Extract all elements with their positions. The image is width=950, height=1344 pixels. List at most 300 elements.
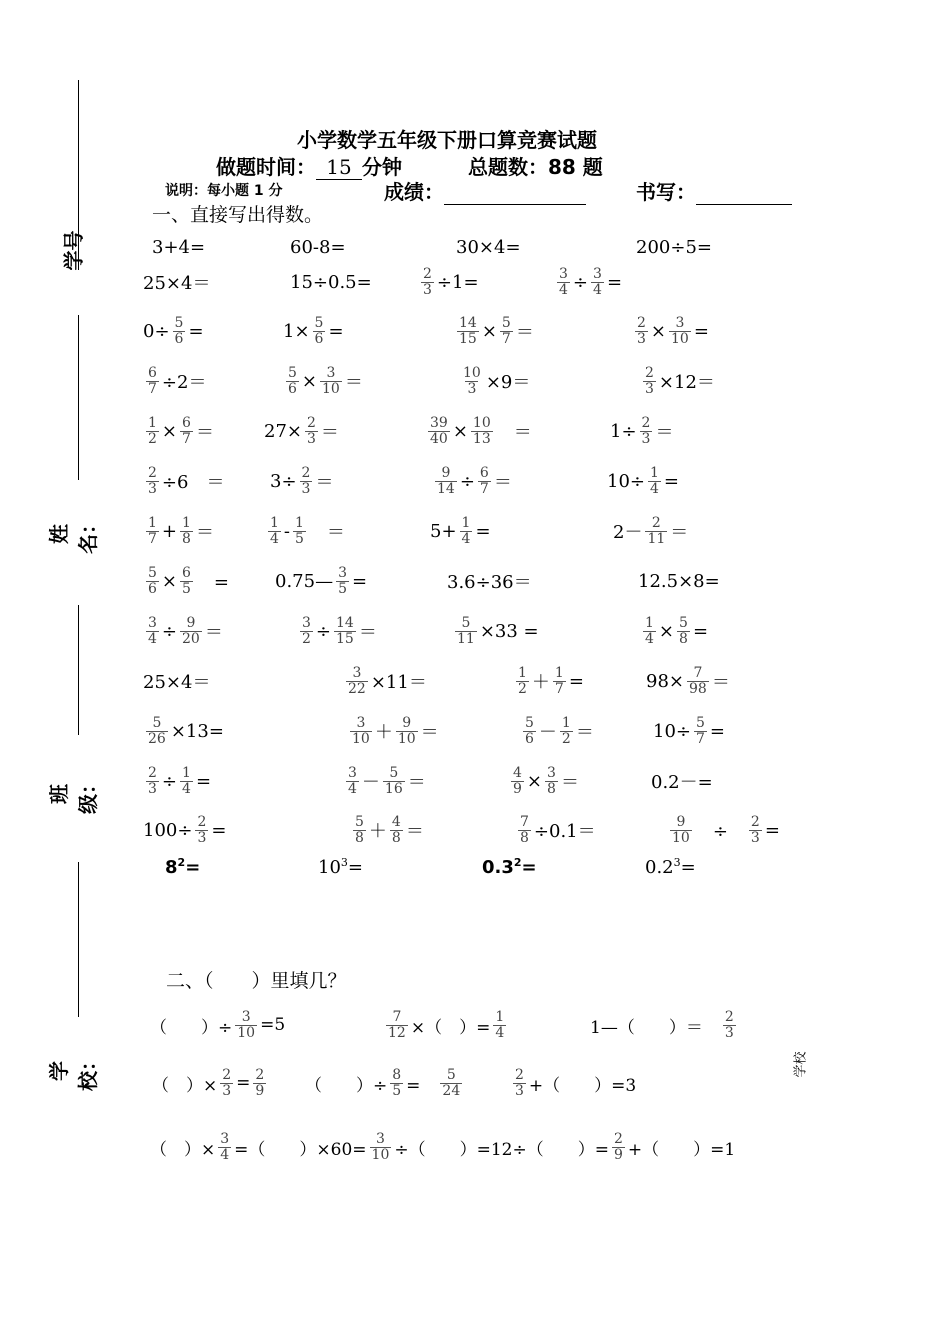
problem-text: 0.2－= [651, 772, 713, 793]
problem-text: 100÷ [143, 819, 193, 841]
problem-text: ＝ [344, 372, 363, 393]
denominator: 4 [495, 1024, 505, 1041]
problem-text: +（ ）=1 [627, 1139, 736, 1160]
fraction [220, 1068, 233, 1099]
problem-5-1 [143, 406, 214, 456]
numerator: 5 [148, 564, 157, 581]
denominator: 3 [148, 780, 157, 797]
problem-6-3 [432, 456, 512, 506]
denominator: 3 [515, 1082, 524, 1099]
score-label: 成绩： [384, 180, 444, 204]
problem-text: 2－ [613, 522, 643, 543]
fraction [146, 766, 159, 797]
problem-text: ＝ [407, 772, 426, 793]
problem-text: × [161, 570, 178, 592]
problem-9-4 [640, 606, 708, 656]
denominator: 6 [525, 730, 534, 747]
fraction [390, 1068, 403, 1099]
problem-text: 15÷0.5= [290, 271, 372, 293]
power-exponent: 3 [673, 856, 681, 869]
denominator: 8 [547, 780, 556, 797]
problem-11-3 [520, 706, 594, 756]
denominator: 20 [182, 630, 200, 647]
fraction [440, 1068, 462, 1099]
numerator: 9 [186, 614, 196, 631]
denominator: 8 [182, 530, 191, 547]
numerator: 2 [613, 1130, 623, 1147]
problem-text: ＝ [195, 422, 214, 443]
numerator: 1 [461, 514, 471, 531]
denominator: 15 [336, 630, 354, 647]
problem-text: = [195, 770, 212, 792]
denominator: 4 [559, 281, 568, 298]
numerator: 5 [314, 314, 324, 331]
denominator: 2 [518, 680, 527, 697]
problem-text: 200÷5= [636, 236, 712, 258]
problem-5-2 [264, 406, 339, 456]
problem-2-2 [290, 257, 372, 307]
fraction [346, 766, 359, 797]
problem-text: ＝ [405, 821, 424, 842]
time-row [216, 151, 402, 180]
fraction [455, 616, 477, 647]
problem-6-1 [143, 456, 224, 506]
numerator: 2 [645, 364, 654, 381]
problem-text: ＋ [374, 722, 393, 743]
denominator: 3 [637, 330, 646, 347]
school-label: 学校： [47, 1051, 100, 1091]
page-title: 小学数学五年级下册口算竞赛试题 [297, 128, 597, 152]
power-equals: = [521, 857, 537, 878]
fraction [268, 516, 281, 547]
score-row [384, 176, 586, 205]
problem-text: = [211, 819, 227, 841]
denominator: 4 [461, 530, 471, 547]
class-label: 班级： [47, 774, 100, 814]
problem-11-4 [653, 706, 725, 756]
problem-text: ＝ [560, 772, 579, 793]
denominator: 2 [302, 630, 311, 647]
problem-6-4 [607, 456, 679, 506]
fraction [334, 616, 356, 647]
problem-text: ＝ [670, 522, 689, 543]
denominator: 6 [288, 380, 297, 397]
numerator: 9 [676, 813, 686, 830]
fraction [313, 316, 326, 347]
denominator: 6 [314, 330, 324, 347]
time-value: 15 [316, 155, 362, 180]
numerator: 3 [326, 364, 336, 381]
denominator: 3 [641, 430, 651, 447]
fraction [612, 1132, 625, 1163]
problem-text: × [650, 320, 667, 342]
problem-text: ×（ ）= [410, 1017, 491, 1038]
power-base: 10 [318, 857, 341, 878]
problem-2-4 [554, 257, 622, 307]
fill-problem-3-1 [150, 1122, 735, 1172]
problem-text: 3+4= [152, 236, 206, 258]
denominator: 6 [174, 330, 184, 347]
problem-text: - [283, 520, 291, 542]
power-base: 0.2 [645, 857, 674, 878]
problem-9-1 [143, 606, 223, 656]
problem-text: ＝ [420, 722, 439, 743]
numerator: 2 [301, 464, 311, 481]
denominator: 13 [472, 430, 491, 447]
numerator: 1 [295, 514, 304, 531]
problem-text: ×9＝ [485, 372, 531, 393]
problem-text: ＝ [315, 472, 334, 493]
fraction [350, 716, 372, 747]
denominator: 3 [645, 380, 654, 397]
problem-9-2 [297, 606, 377, 656]
numerator: 5 [679, 614, 688, 631]
problem-10-3 [513, 656, 584, 706]
problem-text: 25×4＝ [143, 672, 211, 693]
problem-text: 10÷ [653, 720, 691, 742]
fraction [253, 1068, 266, 1099]
fraction [180, 616, 202, 647]
fill-problem-1-1 [150, 1000, 285, 1050]
problem-4-3 [458, 356, 530, 406]
problem-7-2 [265, 506, 345, 556]
problem-text: ÷ [315, 620, 332, 642]
numerator: 3 [338, 564, 347, 581]
fraction [305, 416, 318, 447]
problem-text: = [352, 570, 368, 592]
problem-12-3 [508, 756, 579, 806]
problem-text: = [475, 520, 491, 542]
problem-text: ×11＝ [370, 672, 427, 693]
denominator: 10 [397, 730, 416, 747]
fraction [687, 666, 709, 697]
problem-text: ＝ [575, 722, 594, 743]
problem-2-3 [418, 257, 479, 307]
denominator: 9 [613, 1146, 623, 1163]
power-exponent: 3 [340, 856, 348, 869]
numerator: 5 [501, 314, 511, 331]
numerator: 2 [651, 514, 661, 531]
denominator: 10 [671, 330, 689, 347]
numerator: 6 [148, 364, 157, 381]
power-exponent: 2 [513, 856, 522, 869]
power-problem-2 [318, 856, 363, 878]
fraction [677, 616, 690, 647]
numerator: 5 [389, 764, 399, 781]
problem-text: ÷0.1＝ [533, 821, 596, 842]
problem-text: = [663, 470, 680, 492]
numerator: 2 [307, 414, 316, 431]
problem-text: ÷6 ＝ [161, 472, 225, 493]
power-equals: = [680, 857, 696, 878]
fraction [235, 1010, 257, 1041]
fraction [478, 466, 491, 497]
fraction [643, 366, 656, 397]
problem-text: 0÷ [143, 320, 170, 342]
problem-text: = [406, 1075, 438, 1096]
numerator: 2 [148, 764, 157, 781]
numerator: 3 [356, 714, 366, 731]
problem-text: ＝ [195, 522, 214, 543]
problem-text: ＝ [493, 472, 512, 493]
side-line-4 [78, 862, 79, 1017]
problem-8-3 [447, 556, 532, 606]
problem-text: = [764, 819, 780, 841]
fraction [669, 316, 691, 347]
problem-text: 3.6÷36＝ [447, 572, 532, 593]
fraction [300, 466, 313, 497]
problem-text: 10÷ [607, 470, 645, 492]
problem-text: 30×4= [456, 236, 521, 258]
numerator: 1 [518, 664, 527, 681]
fraction [146, 366, 159, 397]
problem-2-1 [143, 257, 210, 307]
numerator: 5 [355, 813, 364, 830]
denominator: 5 [392, 1082, 402, 1099]
school-small-label: 学校 [793, 1051, 809, 1078]
problem-text: 1÷ [610, 420, 637, 442]
numerator: 5 [152, 714, 162, 731]
problem-text: = [692, 620, 709, 642]
problem-text: － [361, 772, 380, 793]
problem-text: 25×4＝ [143, 273, 211, 294]
numerator: 39 [430, 414, 448, 431]
numerator: 5 [446, 1066, 456, 1083]
problem-10-1 [143, 656, 210, 706]
problem-8-4 [638, 556, 720, 606]
numerator: 2 [641, 414, 651, 431]
power-problem-4 [645, 856, 696, 878]
power-equals: = [185, 857, 201, 878]
numerator: 1 [645, 614, 654, 631]
denominator: 4 [348, 780, 357, 797]
problem-8-1 [143, 556, 229, 606]
problem-3-2 [283, 306, 344, 356]
fill-problem-2-1 [152, 1058, 269, 1108]
problem-5-3 [425, 406, 532, 456]
numerator: 2 [637, 314, 646, 331]
denominator: 10 [237, 1024, 256, 1041]
problem-8-2 [275, 556, 367, 606]
problem-13-4 [667, 805, 780, 855]
side-line-2 [78, 315, 79, 480]
denominator: 26 [148, 730, 166, 747]
student-no-label: 学号 [61, 230, 86, 271]
problem-text: ÷ [161, 620, 178, 642]
numerator: 2 [724, 1008, 734, 1025]
numerator: 2 [148, 464, 157, 481]
note: 说明：每小题 1 分 [165, 183, 283, 199]
denominator: 10 [322, 380, 340, 397]
denominator: 10 [672, 829, 690, 846]
problem-text: ＝ [308, 522, 345, 543]
numerator: 1 [182, 514, 191, 531]
problem-13-2 [350, 805, 424, 855]
writing-blank[interactable] [696, 184, 792, 205]
numerator: 2 [197, 813, 207, 830]
fraction [336, 566, 349, 597]
denominator: 4 [148, 630, 157, 647]
numerator: 2 [515, 1066, 524, 1083]
problem-text: ×33 = [479, 620, 539, 642]
problem-text: ÷ [572, 271, 589, 293]
fraction [557, 267, 570, 298]
section2-title: 二、（ ）里填几？ [166, 970, 347, 992]
problem-text: 5+ [430, 520, 457, 542]
denominator: 5 [338, 580, 347, 597]
problem-text: ＋ [531, 672, 550, 693]
denominator: 40 [430, 430, 448, 447]
problem-text: ÷2＝ [161, 372, 207, 393]
fraction [146, 566, 159, 597]
fraction [300, 616, 313, 647]
fraction [293, 516, 306, 547]
problem-7-4 [613, 506, 688, 556]
total-label: 总题数：88 题 [468, 155, 603, 179]
problem-13-1 [143, 805, 226, 855]
fraction [180, 566, 193, 597]
denominator: 2 [148, 430, 157, 447]
fraction [457, 316, 479, 347]
fill-problem-1-3 [590, 1000, 739, 1050]
fraction [461, 366, 483, 397]
problem-text: = [568, 670, 584, 692]
writing-row [636, 176, 792, 205]
problem-text: 12.5×8= [638, 570, 720, 592]
problem-text: ＝ [515, 322, 534, 343]
fraction [493, 1010, 506, 1041]
numerator: 4 [391, 813, 401, 830]
problem-text: = [606, 271, 623, 293]
denominator: 4 [645, 630, 654, 647]
denominator: 3 [197, 829, 207, 846]
fraction [218, 1132, 231, 1163]
denominator: 8 [391, 829, 401, 846]
numerator: 5 [174, 314, 184, 331]
denominator: 4 [220, 1146, 230, 1163]
problem-text: 1× [283, 320, 310, 342]
problem-text: = [236, 1073, 251, 1093]
denominator: 3 [423, 281, 432, 298]
problem-7-1 [143, 506, 214, 556]
problem-11-2 [347, 706, 439, 756]
fill-problem-2-2 [305, 1058, 465, 1108]
problem-text: （ ）× [152, 1075, 218, 1096]
problem-text: ÷（ ）=12÷（ ）= [394, 1139, 609, 1160]
fraction [146, 416, 159, 447]
numerator: 14 [459, 314, 477, 331]
fraction [386, 1010, 408, 1041]
numerator: 6 [182, 414, 191, 431]
problem-10-4 [646, 656, 730, 706]
side-line-3 [78, 605, 79, 735]
denominator: 98 [689, 680, 707, 697]
fraction [180, 766, 193, 797]
problem-text: （ ）÷ [150, 1017, 233, 1038]
numerator: 1 [148, 414, 157, 431]
denominator: 5 [295, 530, 304, 547]
problem-text: 98× [646, 670, 684, 692]
problem-text: 3÷ [270, 470, 297, 492]
problem-text: = [328, 320, 344, 342]
numerator: 3 [376, 1130, 385, 1147]
denominator: 4 [182, 780, 191, 797]
problem-13-3 [515, 805, 596, 855]
fraction [396, 716, 418, 747]
fraction [180, 416, 193, 447]
fraction [286, 366, 299, 397]
denominator: 7 [148, 530, 157, 547]
numerator: 1 [148, 514, 157, 531]
problem-text: ＝ [204, 622, 223, 643]
numerator: 5 [525, 714, 534, 731]
numerator: 2 [222, 1066, 232, 1083]
fraction [370, 1132, 392, 1163]
problem-4-1 [143, 356, 206, 406]
denominator: 10 [371, 1146, 390, 1163]
denominator: 7 [479, 480, 489, 497]
numerator: 3 [547, 764, 556, 781]
fraction [694, 716, 707, 747]
power-problem-3 [482, 856, 537, 878]
numerator: 2 [750, 813, 760, 830]
fraction [346, 666, 368, 697]
problem-4-4 [640, 356, 715, 406]
denominator: 3 [750, 829, 760, 846]
denominator: 24 [442, 1082, 461, 1099]
problem-text: = [188, 320, 204, 342]
denominator: 3 [148, 480, 157, 497]
score-blank[interactable] [444, 184, 586, 205]
numerator: 14 [336, 614, 354, 631]
power-base: 0.3 [482, 857, 514, 878]
fraction [723, 1010, 736, 1041]
denominator: 2 [561, 730, 571, 747]
denominator: 5 [182, 580, 191, 597]
denominator: 8 [520, 829, 529, 846]
numerator: 5 [696, 714, 705, 731]
fraction [648, 466, 661, 497]
problem-text: 1—（ ）＝ [590, 1017, 720, 1038]
problem-text: =（ ）×60= [234, 1139, 367, 1160]
power-problem-1 [165, 856, 200, 878]
power-base: 8 [165, 857, 178, 878]
name-label: 姓名： [47, 514, 100, 554]
problem-3-4 [632, 306, 709, 356]
denominator: 3 [467, 380, 477, 397]
denominator: 11 [457, 630, 475, 647]
fraction [428, 416, 450, 447]
problem-text: 27× [264, 420, 302, 442]
time-label: 做题时间： [216, 155, 316, 179]
problem-12-2 [343, 756, 426, 806]
time-unit: 分钟 [362, 155, 402, 179]
numerator: 7 [392, 1008, 402, 1025]
denominator: 9 [513, 780, 522, 797]
denominator: 14 [437, 480, 455, 497]
problem-12-1 [143, 756, 211, 806]
denominator: 4 [270, 530, 279, 547]
denominator: 3 [222, 1082, 232, 1099]
numerator: 9 [402, 714, 412, 731]
fraction [591, 267, 604, 298]
denominator: 3 [307, 430, 316, 447]
problem-1-4 [636, 222, 712, 272]
numerator: 3 [675, 314, 685, 331]
denominator: 6 [148, 580, 157, 597]
denominator: 7 [501, 330, 511, 347]
problem-9-3 [452, 606, 539, 656]
